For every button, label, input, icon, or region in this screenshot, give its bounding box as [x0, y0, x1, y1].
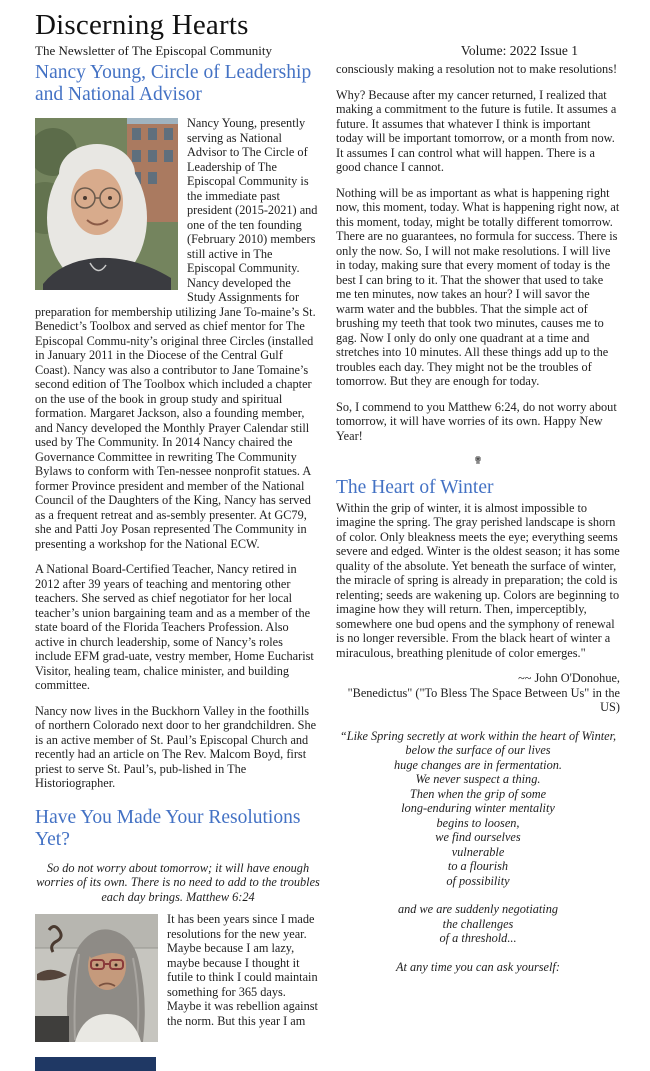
quote-attribution [336, 671, 620, 715]
poem-line: At any time you can ask yourself: [396, 959, 560, 974]
newsletter-subtitle: The Newsletter of The Episcopal Community [35, 42, 272, 58]
cross-divider-icon: ✟ [473, 455, 483, 467]
masthead [35, 10, 620, 59]
poem-line: We never suspect a thing. [415, 772, 541, 786]
commend-paragraph: So, I commend to you Matthew 6:24, do not worry about tomorrow, it will have worries of its own. Happy New Year! [336, 399, 617, 443]
winter-paragraph: Within the grip of winter, it is almost impossible to imagine the spring. The gray perished landscape is shorn of color. Only bleakness meets the eye; everything seems severe and edged. Winter is the oldest season; it has some quality of the absolute. Yet beneath the surface of winter, the miracle of spring is already in preparation; the cold is relenting; seeds are wakening up. Colors are beginning to imagine how they will return. Then, imperceptibly, somewhere one bud opens and the symphony of renewal is no longer reversible. From the black heart of winter a miraculous, breathing plenitude of color emerges." [336, 500, 620, 660]
newsletter-title: Discerning Hearts [35, 9, 249, 41]
poem-line: vulnerable [451, 844, 505, 859]
poem-stanza [336, 902, 620, 946]
resolutions-opening-paragraph [35, 912, 321, 1028]
left-column [35, 62, 321, 1045]
nothing-important-paragraph: Nothing will be as important as what is happening right now, this moment, today. What is happening right now, at this moment, today, might be totally different tomorrow. There are no guarantees, no formula for success. There is only the now. So, I will not make resolutions. I will live in today, making sure that every moment of today is the best I can bring to it. That the shower that used to take me ten minutes, now takes an hour? I will savor the warm water and the bubbles. That the simple act of brushing my teeth that took two minutes, causes me to gag. Now I only do only one quadrant at a time and stretches into 10 minutes. All these things add up to the troubles each day. They might not be the troubles of tomorrow. But they are enough for today. [336, 185, 620, 388]
poem-stanza [336, 960, 620, 975]
poem-line: long-enduring winter mentality [401, 801, 555, 815]
poem-line: the challenges [442, 916, 514, 931]
poem-line: of possibility [446, 873, 510, 888]
nancy-young-photo [35, 118, 178, 290]
resolutions-author-photo [35, 914, 158, 1042]
article-heading-heart-of-winter: The Heart of Winter [336, 476, 494, 498]
poem-stanza [336, 729, 620, 889]
why-paragraph: Why? Because after my cancer returned, I realized that making a commitment to the future is futile. It assumes a future. It assumes that whatever I think is important today will be important tomorrow, or a month from now. It assumes I can control what will happen. There is a good chance I cannot. [336, 87, 617, 174]
poem-line: we find ourselves [435, 830, 521, 844]
bottom-cutoff-graphic [35, 1057, 156, 1071]
poem-line: below the surface of our lives [405, 743, 551, 757]
nancy-intro-paragraph [35, 116, 321, 551]
right-column [336, 62, 620, 988]
poem-line: begins to loosen, [436, 815, 520, 830]
masthead-subrow [35, 43, 620, 59]
poem-line: of a threshold... [439, 931, 517, 945]
poem-line: to a flourish [447, 859, 509, 873]
paragraph-text: Nancy Young, presently serving as National Advisor to The Circle of Leadership of The Episcopal Community is the immediate past president (2015-2021) and one of the ten founding (February 2010) members still active in The Episcopal Community. Nancy developed the Study Assignments for preparation for membership utilizing Jane To-maine’s St. Benedict’s Toolbox and served as chief mentor for The Episcopal Commu-nity’s original three Circles (installed in January 2011 in the Diocese of the Central Gulf Coast). Nancy was also a contributor to Jane Tomaine’s second edition of The Toolbox which included a chapter on the use of the book in group study and spiritual formation. Margaret Jackson, also a founding member, and Nancy developed the Monthly Prayer Calendar still used by The Community. In 2014 Nancy chaired the Governance Committee in rewriting The Community Bylaws to conform with Ten-nessee nonprofit statues. A former Province president and member of the National Council of the Daughters of the King, Nancy has served as a frequent retreat and as-sembly presenter. At GC79, she and Patti Joy Posan represented The Community in presenting a workshop for the National ECW. [35, 116, 318, 551]
article-heading-nancy-young: Nancy Young, Circle of Leadership and National Advisor [35, 62, 312, 105]
attribution-author: ~~ John O'Donohue, [518, 671, 620, 685]
nancy-colorado-paragraph: Nancy now lives in the Buckhorn Valley in the foothills of northern Colorado next door to her grandchildren. She is an active member of St. Paul’s Episcopal Church and recently had an article on The Rev. Malcom Boyd, first priest to serve St. Paul’s, pub-lished in The Historiographer. [35, 703, 317, 790]
paragraph-text: It has been years since I made resolutions for the new year. Maybe because I am lazy, maybe because I thought it futile to think I could maintain something for 365 days. Maybe it was rebellion against the norm. But this year I am [167, 912, 318, 1028]
poem-line: Then when the grip of some [409, 786, 547, 801]
volume-issue-label: Volume: 2022 Issue 1 [460, 42, 578, 58]
poem-line: and we are suddenly negotiating [397, 902, 559, 916]
matthew-epigraph: So do not worry about tomorrow; it will have enough worries of its own. There is no need to add to the troubles each day brings. Matthew 6:24 [36, 860, 320, 904]
continuation-paragraph: consciously making a resolution not to make resolutions! [336, 62, 618, 76]
poem-line: huge changes are in fermentation. [394, 757, 562, 772]
attribution-source: "Benedictus" ("To Bless The Space Between Us" in the US) [347, 685, 620, 714]
poem-line: “Like Spring secretly at work within the heart of Winter, [339, 728, 617, 743]
article-heading-resolutions: Have You Made Your Resolutions Yet? [35, 806, 301, 850]
nancy-teaching-paragraph: A National Board-Certified Teacher, Nancy retired in 2012 after 39 years of teaching and mentoring other teachers. She served as chief negotiator for her local teacher’s union bargaining team and as a member of the state board of the Florida Teachers Profession. Also active in church leadership, some of Nancy’s roles include EFM grad-uate, vestry member, Home Eucharist Visitor, healing team, chalice minister, and building committee. [35, 562, 314, 692]
winter-poem [336, 729, 620, 975]
